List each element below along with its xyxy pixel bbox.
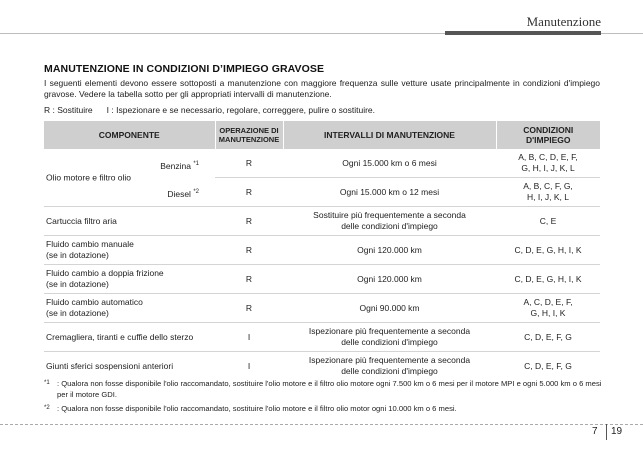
conditions-cell bbox=[496, 149, 600, 178]
legend-inspect: I : Ispezionare e se necessario, regolare, correggere, pulire o sostituire. bbox=[106, 105, 376, 115]
legend bbox=[44, 105, 375, 115]
conditions-cell: C, D, E, G, H, I, K bbox=[496, 265, 600, 294]
component-line2: (se in dotazione) bbox=[46, 250, 109, 260]
interval-cell: Ogni 120.000 km bbox=[283, 265, 496, 294]
interval-cell bbox=[283, 207, 496, 236]
conditions-line1: A, B, C, D, E, F, bbox=[518, 152, 578, 162]
page-number-value: 19 bbox=[611, 426, 623, 437]
conditions-cell bbox=[496, 294, 600, 323]
component-line1: Fluido cambio manuale bbox=[46, 239, 134, 249]
header-interval: INTERVALLI DI MANUTENZIONE bbox=[283, 121, 496, 149]
component-line2: (se in dotazione) bbox=[46, 279, 109, 289]
interval-line1: Sostituire più frequentemente a seconda bbox=[313, 210, 466, 220]
component-cell bbox=[44, 207, 215, 236]
footnote bbox=[44, 378, 604, 400]
table-row-ball-joints bbox=[44, 352, 600, 381]
op-cell: R bbox=[215, 294, 283, 323]
oil-component-label: Olio motore e filtro olio bbox=[46, 172, 132, 182]
footnote bbox=[44, 403, 604, 414]
conditions-line2: G, H, I, K bbox=[530, 308, 566, 318]
conditions-cell: C, D, E, F, G bbox=[496, 352, 600, 381]
header-operation bbox=[215, 121, 283, 149]
header-title: Manutenzione bbox=[526, 14, 601, 29]
conditions-line2: G, H, I, J, K, L bbox=[521, 163, 575, 173]
fuel-benzina bbox=[160, 159, 213, 172]
legend-replace: R : Sostituire bbox=[44, 105, 93, 115]
component-line2: (se in dotazione) bbox=[46, 308, 109, 318]
interval-cell: Ogni 15.000 km o 12 mesi bbox=[283, 178, 496, 207]
header-conditions bbox=[496, 121, 600, 149]
section-number: 7 bbox=[592, 426, 598, 437]
conditions-cell: C, E bbox=[496, 207, 600, 236]
component-line1: Fluido cambio automatico bbox=[46, 297, 143, 307]
footnote-text: : Qualora non fosse disponibile l'olio raccomandato, sostituire l'olio motore e il filtro olio motor ogni 10.000 km o 6 mesi. bbox=[57, 404, 457, 413]
header-conditions-line2: D'IMPIEGO bbox=[525, 135, 571, 145]
component-cell bbox=[44, 352, 215, 381]
conditions-line2: H, I, J, K, L bbox=[526, 192, 570, 202]
table-row-manual-gearbox bbox=[44, 236, 600, 265]
note-ref-2: *2 bbox=[193, 188, 199, 195]
footnote-mark: *1 bbox=[44, 380, 50, 386]
interval-line1: Ispezionare più frequentemente a seconda bbox=[308, 355, 471, 365]
op-cell: I bbox=[215, 323, 283, 352]
op-cell: R bbox=[215, 236, 283, 265]
component-line1: Fluido cambio a doppia frizione bbox=[46, 268, 164, 278]
conditions-cell: C, D, E, F, G bbox=[496, 323, 600, 352]
table-row-dual-clutch bbox=[44, 265, 600, 294]
page-number-separator bbox=[606, 424, 607, 440]
component-cell bbox=[44, 323, 215, 352]
table-row-oil-benzina bbox=[44, 149, 600, 178]
section-title: MANUTENZIONE IN CONDIZIONI D’IMPIEGO GRAVOSE bbox=[44, 63, 325, 75]
component-line1: Cartuccia filtro aria bbox=[46, 215, 117, 226]
oil-component-cell bbox=[44, 149, 215, 207]
fuel-diesel-label: Diesel bbox=[167, 188, 191, 199]
footnote-text: : Qualora non fosse disponibile l'olio raccomandato, sostituire l'olio motore e il filtro olio motore ogni 7.500 km o 6 mesi per il motore MPI e ogni 5.000 km o 6 mesi per il motore GDI. bbox=[57, 379, 602, 399]
header-component: COMPONENTE bbox=[44, 121, 215, 149]
component-cell bbox=[44, 236, 215, 265]
component-line1: Cremagliera, tiranti e cuffie dello sterzo bbox=[46, 331, 194, 342]
interval-line1: Ispezionare più frequentemente a seconda bbox=[308, 326, 471, 336]
op-cell: R bbox=[215, 207, 283, 236]
table-header-row bbox=[44, 121, 600, 149]
conditions-line1: A, B, C, F, G, bbox=[523, 181, 573, 191]
op-cell: R bbox=[245, 157, 253, 168]
fuel-diesel bbox=[167, 187, 213, 200]
interval-cell bbox=[283, 352, 496, 381]
interval-cell bbox=[283, 323, 496, 352]
table-row-automatic-gearbox bbox=[44, 294, 600, 323]
component-cell bbox=[44, 265, 215, 294]
footnotes bbox=[44, 378, 604, 414]
interval-cell: Ogni 120.000 km bbox=[283, 236, 496, 265]
table-row-steering bbox=[44, 323, 600, 352]
footnote-mark: *2 bbox=[44, 405, 50, 411]
maintenance-table bbox=[44, 121, 600, 380]
page-number bbox=[592, 424, 636, 440]
component-cell bbox=[44, 294, 215, 323]
note-ref-1: *1 bbox=[193, 160, 199, 167]
interval-cell: Ogni 90.000 km bbox=[283, 294, 496, 323]
table-row-air-filter bbox=[44, 207, 600, 236]
conditions-line1: A, C, D, E, F, bbox=[523, 297, 573, 307]
interval-cell: Ogni 15.000 km o 6 mesi bbox=[342, 157, 437, 168]
intro-paragraph: I seguenti elementi devono essere sottoposti a manutenzione con maggiore frequenza sulle vetture usate principalmente in condizioni d'impiego gravose. Vedere la tabella sotto per gli appropriati intervalli di manutenzione. bbox=[44, 78, 600, 99]
component-line1: Giunti sferici sospensioni anteriori bbox=[46, 360, 174, 371]
header-accent-bar bbox=[445, 31, 601, 35]
interval-line2: delle condizioni d'impiego bbox=[341, 337, 438, 347]
interval-line2: delle condizioni d'impiego bbox=[341, 221, 438, 231]
op-cell: R bbox=[215, 178, 283, 207]
interval-line2: delle condizioni d'impiego bbox=[341, 366, 438, 376]
conditions-cell bbox=[496, 178, 600, 207]
fuel-benzina-label: Benzina bbox=[160, 160, 191, 171]
header-operation-line2: MANUTENZIONE bbox=[218, 135, 280, 144]
header-operation-line1: OPERAZIONE DI bbox=[219, 126, 279, 135]
header-conditions-line1: CONDIZIONI bbox=[523, 125, 574, 135]
footer-rule bbox=[0, 424, 643, 425]
conditions-cell: C, D, E, G, H, I, K bbox=[496, 236, 600, 265]
op-cell: I bbox=[215, 352, 283, 381]
op-cell: R bbox=[215, 265, 283, 294]
